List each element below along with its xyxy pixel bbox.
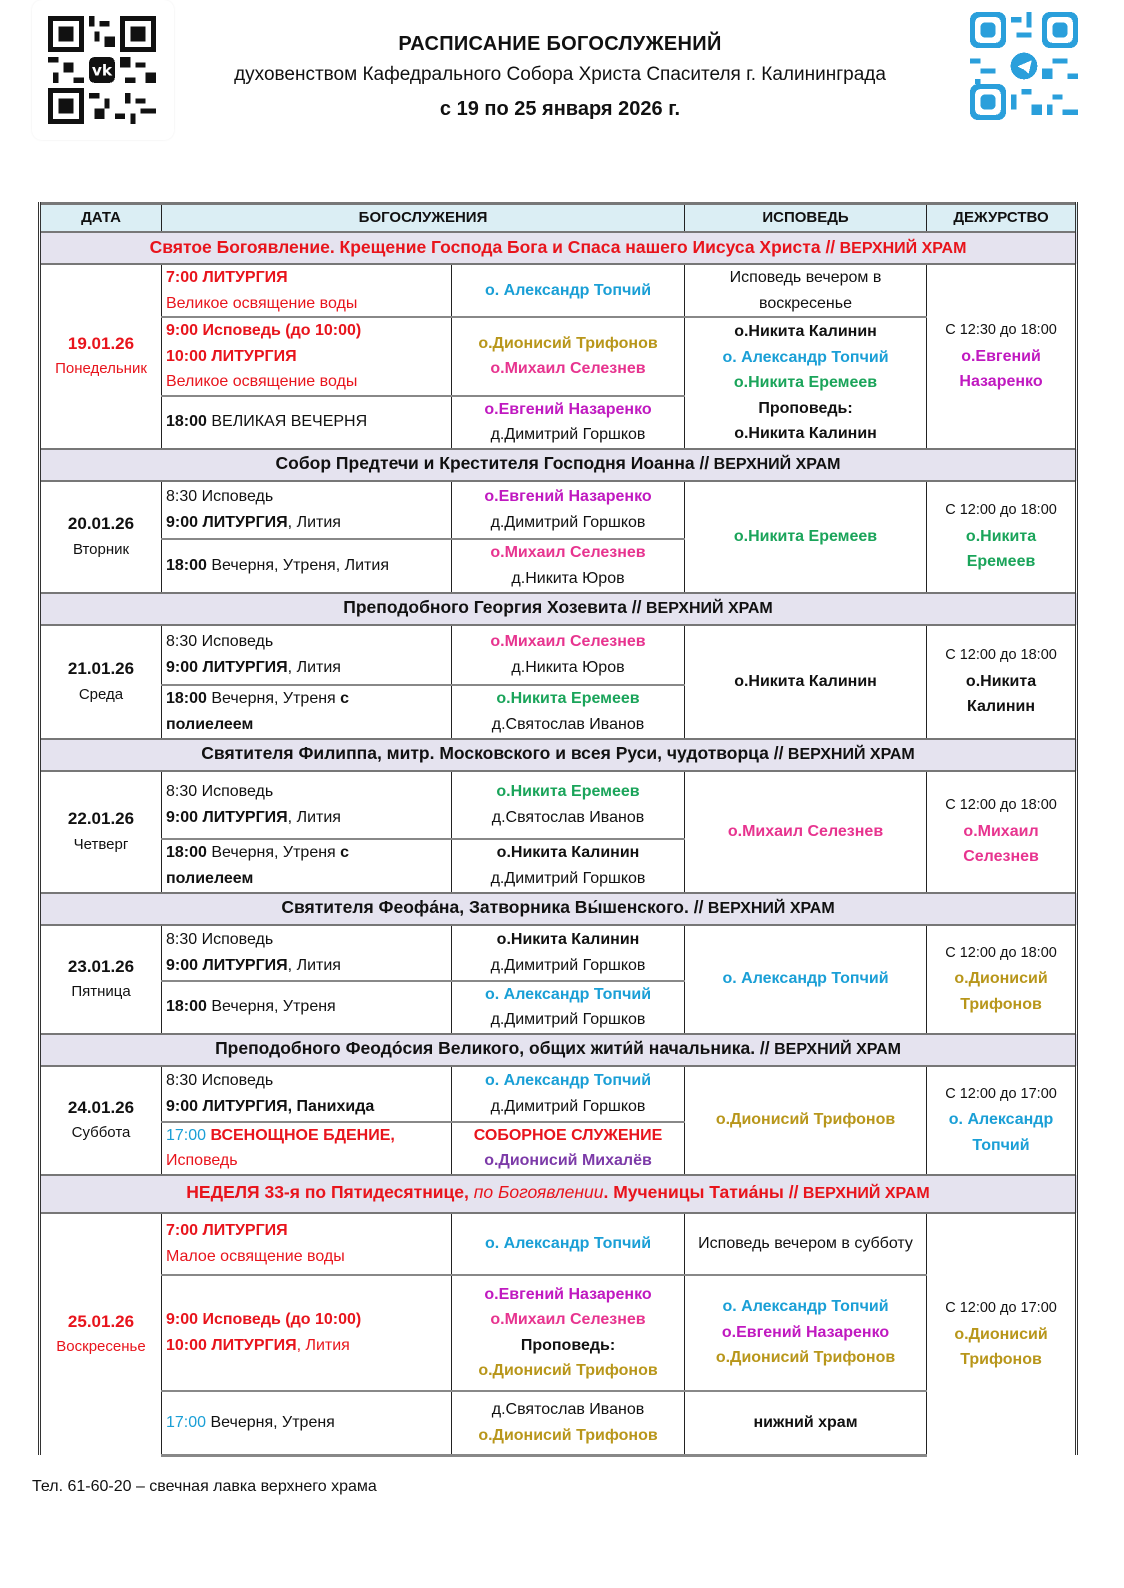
service-cell: [162, 539, 452, 593]
duty-cell: [927, 1213, 1077, 1456]
service-time: 10:00 ЛИТУРГИЯ: [166, 1336, 297, 1354]
clergy-cell: [452, 317, 685, 396]
service-row: [40, 481, 1077, 539]
col-header-date: ДАТА: [40, 204, 162, 233]
service-name: , Лития: [287, 808, 341, 826]
service-name: ВЕЛИКАЯ ВЕЧЕРНЯ: [206, 413, 368, 431]
service-row: [40, 1213, 1077, 1275]
date: 19.01.26: [67, 333, 135, 353]
concelebration-label: СОБОРНОЕ СЛУЖЕНИЕ: [473, 1126, 663, 1144]
duty-name: Назаренко: [959, 373, 1043, 390]
confessor-name: о. Александр Топчий: [722, 970, 889, 988]
feast-title: Преподобного Георгия Хозевита //: [343, 597, 642, 618]
service-row: [40, 264, 1077, 317]
confession-note-text: Исповедь вечером в субботу: [698, 1234, 913, 1252]
service-name: полиелеем: [166, 715, 254, 733]
service-time: 9:00 ЛИТУРГИЯ: [166, 658, 288, 676]
duty-time: С 12:00 до 18:00: [945, 502, 1057, 519]
service-name: полиелеем: [166, 869, 254, 887]
confession-cell: [685, 1275, 927, 1391]
service-cell: [162, 1213, 452, 1275]
duty-cell: [927, 264, 1077, 449]
weekday: Среда: [78, 685, 124, 703]
deacon-name: д.Димитрий Горшков: [490, 426, 646, 443]
service-note: Великое освящение воды: [166, 373, 358, 390]
weekday: Вторник: [72, 540, 130, 558]
deacon-name: д.Димитрий Горшков: [490, 1097, 646, 1115]
service-time: 9:00 Исповедь (до 10:00): [166, 322, 362, 339]
feast-row: [40, 232, 1077, 264]
service-name: , Лития: [296, 1336, 350, 1354]
weekday: Воскресенье: [56, 1338, 146, 1356]
confessor-name: о. Александр Топчий: [722, 348, 889, 366]
feast-temple: ВЕРХНИЙ ХРАМ: [798, 1185, 930, 1203]
service-cell: [162, 481, 452, 539]
service-name: Вечерня, Утреня, Лития: [206, 556, 389, 574]
service-name: ВСЕНОЩНОЕ БДЕНИЕ,: [206, 1126, 395, 1144]
weekday: Четверг: [73, 835, 129, 853]
clergy-cell: [452, 264, 685, 317]
clergy-cell: [452, 625, 685, 685]
date-cell: [40, 771, 162, 893]
feast-title: НЕДЕЛЯ 33-я по Пятидесятнице,: [186, 1182, 469, 1203]
feast-row: [40, 449, 1077, 481]
service-cell: [162, 1391, 452, 1456]
weekday: Пятница: [71, 983, 131, 1000]
service-line: 8:30 Исповедь: [166, 633, 274, 650]
service-time: 18:00: [166, 556, 207, 574]
service-cell: [162, 1122, 452, 1175]
clergy-name: о.Михаил Селезнев: [490, 1311, 646, 1328]
date: 25.01.26: [67, 1311, 135, 1331]
service-row: [40, 1391, 1077, 1456]
duty-name: о.Никита: [965, 527, 1037, 545]
duty-name: Еремеев: [966, 553, 1036, 571]
vk-qr-icon[interactable]: [48, 16, 156, 124]
col-header-services: БОГОСЛУЖЕНИЯ: [162, 204, 685, 233]
date: 24.01.26: [67, 1097, 135, 1117]
deacon-name: д.Святослав Иванов: [491, 715, 645, 733]
duty-name: о.Михаил: [963, 822, 1039, 840]
confession-cell: [685, 625, 927, 739]
service-time: 9:00 ЛИТУРГИЯ: [166, 956, 288, 974]
clergy-name: о.Михаил Селезнев: [490, 633, 646, 650]
service-cell: [162, 981, 452, 1034]
clergy-cell: [452, 925, 685, 981]
confessor-name: о.Никита Еремеев: [733, 527, 878, 545]
feast-row: [40, 893, 1077, 925]
duty-time: С 12:00 до 18:00: [945, 797, 1057, 814]
clergy-cell: [452, 481, 685, 539]
service-cell: [162, 925, 452, 981]
confessor-name: о.Никита Калинин: [734, 672, 877, 690]
deacon-name: д.Димитрий Горшков: [490, 1011, 646, 1028]
feast-title: по Богоявлении: [468, 1182, 604, 1203]
feast-title: . Мученицы Татиа́ны //: [603, 1182, 799, 1203]
service-time: 10:00 ЛИТУРГИЯ: [166, 347, 297, 365]
service-cell: [162, 317, 452, 396]
service-row: [40, 771, 1077, 839]
clergy-cell: [452, 1275, 685, 1391]
service-cell: [162, 1066, 452, 1122]
service-time: 18:00: [166, 413, 207, 431]
deacon-name: д.Святослав Иванов: [491, 808, 645, 826]
confession-cell: [685, 1391, 927, 1456]
service-time: 17:00: [166, 1413, 207, 1431]
feast-temple: ВЕРХНИЙ ХРАМ: [703, 900, 835, 918]
service-time: 18:00: [166, 998, 207, 1016]
service-row: [40, 625, 1077, 685]
confession-cell: [685, 1066, 927, 1175]
service-row: [40, 1275, 1077, 1391]
date-cell: [40, 264, 162, 449]
telegram-qr-icon[interactable]: [970, 12, 1078, 120]
col-header-confession: ИСПОВЕДЬ: [685, 204, 927, 233]
clergy-cell: [452, 771, 685, 839]
clergy-name: о.Дионисий Михалёв: [484, 1152, 652, 1169]
feast-temple: ВЕРХНИЙ ХРАМ: [641, 600, 773, 618]
duty-cell: [927, 771, 1077, 893]
date-range: с 19 по 25 января 2026 г.: [439, 98, 681, 120]
feast-row: [40, 1034, 1077, 1066]
duty-name: Селезнев: [963, 848, 1039, 866]
clergy-cell: [452, 1213, 685, 1275]
page-title: РАСПИСАНИЕ БОГОСЛУЖЕНИЙ: [398, 33, 722, 55]
deacon-name: д.Димитрий Горшков: [490, 956, 646, 974]
service-note: Великое освящение воды: [166, 294, 358, 312]
schedule-table: [38, 202, 1078, 1457]
duty-cell: [927, 625, 1077, 739]
weekday: Суббота: [71, 1124, 131, 1141]
service-name: с: [340, 690, 350, 707]
feast-row: [40, 1175, 1077, 1213]
confessor-name: о.Дионисий Трифонов: [715, 1349, 896, 1367]
service-cell: [162, 685, 452, 739]
service-line: 8:30 Исповедь: [166, 783, 274, 800]
duty-name: Калинин: [967, 698, 1036, 716]
clergy-cell: [452, 981, 685, 1034]
clergy-name: о. Александр Топчий: [484, 985, 652, 1003]
clergy-cell: [452, 1391, 685, 1456]
service-time: 7:00 ЛИТУРГИЯ: [166, 269, 288, 286]
service-time: 17:00: [166, 1126, 207, 1144]
feast-title: Собор Предтечи и Крестителя Господня Иоанна //: [275, 453, 710, 474]
date-cell: [40, 1213, 162, 1456]
service-row: [40, 925, 1077, 981]
deacon-name: д.Димитрий Горшков: [490, 869, 646, 887]
confessor-name: о.Михаил Селезнев: [727, 822, 884, 840]
table-header-row: [40, 204, 1077, 233]
date: 23.01.26: [67, 956, 135, 976]
confessor-name: о.Дионисий Трифонов: [715, 1111, 896, 1129]
service-time: 9:00 ЛИТУРГИЯ: [166, 808, 288, 826]
duty-name: о.Дионисий: [954, 970, 1048, 988]
service-cell: [162, 1275, 452, 1391]
confessor-name: о.Никита Калинин: [734, 323, 877, 340]
clergy-name: о. Александр Топчий: [484, 281, 652, 299]
confession-cell: [685, 481, 927, 593]
duty-name: о.Евгений: [961, 347, 1041, 365]
clergy-name: о.Никита Еремеев: [496, 690, 640, 707]
duty-time: С 12:30 до 18:00: [945, 322, 1057, 338]
service-cell: [162, 264, 452, 317]
preacher-name: о.Дионисий Трифонов: [478, 1362, 658, 1379]
sermon-label: Проповедь:: [758, 399, 853, 417]
service-note: Малое освящение воды: [166, 1247, 345, 1265]
sermon-label: Проповедь:: [520, 1336, 616, 1354]
clergy-name: о. Александр Топчий: [484, 1072, 652, 1089]
clergy-name: о.Евгений Назаренко: [484, 1285, 652, 1303]
confessor-name: о. Александр Топчий: [722, 1298, 889, 1316]
service-name: Вечерня, Утреня: [206, 1413, 335, 1431]
duty-name: Трифонов: [960, 995, 1042, 1013]
date-cell: [40, 925, 162, 1034]
confession-cell: [685, 317, 927, 449]
service-name: , Лития: [287, 956, 341, 974]
clergy-name: о. Александр Топчий: [484, 1234, 652, 1252]
service-name: Вечерня, Утреня: [206, 998, 336, 1016]
confession-note: [685, 1213, 927, 1275]
date: 22.01.26: [67, 809, 135, 828]
col-header-duty: ДЕЖУРСТВО: [927, 204, 1077, 233]
service-row: [40, 317, 1077, 396]
clergy-cell: [452, 396, 685, 449]
feast-title: Святителя Феофа́на, Затворника Вы́шенского. //: [281, 897, 704, 918]
service-line: 8:30 Исповедь: [166, 931, 274, 948]
date-cell: [40, 625, 162, 739]
date-cell: [40, 481, 162, 593]
service-name: Вечерня, Утреня: [206, 690, 341, 707]
feast-temple: ВЕРХНИЙ ХРАМ: [709, 456, 841, 474]
duty-cell: [927, 481, 1077, 593]
clergy-cell: [452, 539, 685, 593]
service-time: 9:00 ЛИТУРГИЯ: [166, 513, 288, 531]
service-time: 9:00 Исповедь (до 10:00): [166, 1311, 362, 1328]
svg-text:vk: vk: [91, 61, 113, 80]
duty-time: С 12:00 до 18:00: [945, 647, 1057, 664]
clergy-name: о.Никита Калинин: [496, 844, 640, 861]
clergy-cell: [452, 1066, 685, 1122]
service-name: , Лития: [287, 658, 341, 676]
service-cell: [162, 771, 452, 839]
deacon-name: д.Никита Юров: [511, 658, 625, 676]
service-cell: [162, 625, 452, 685]
location-label: нижний храм: [753, 1413, 858, 1431]
confession-cell: [685, 771, 927, 893]
clergy-name: о.Дионисий Трифонов: [478, 1426, 658, 1444]
preacher-name: о.Никита Калинин: [734, 425, 877, 442]
clergy-cell: [452, 685, 685, 739]
duty-name: о.Дионисий: [954, 1325, 1048, 1343]
feast-title: Преподобного Феодо́сия Великого, общих жити́й начальника. //: [215, 1038, 770, 1059]
service-line: 8:30 Исповедь: [166, 1072, 274, 1089]
date: 21.01.26: [67, 659, 135, 678]
clergy-name: о.Никита Еремеев: [496, 783, 640, 800]
service-time: 9:00 ЛИТУРГИЯ, Панихида: [166, 1097, 375, 1115]
feast-row: [40, 739, 1077, 771]
confession-note-text: Исповедь вечером в воскресенье: [729, 269, 882, 312]
service-name: , Лития: [287, 513, 341, 531]
footer-phone: Тел. 61-60-20 – свечная лавка верхнего храма: [32, 1478, 377, 1495]
feast-temple: ВЕРХНИЙ ХРАМ: [769, 1041, 901, 1059]
clergy-name: о.Никита Калинин: [496, 931, 640, 948]
clergy-cell: [452, 839, 685, 893]
duty-cell: [927, 925, 1077, 1034]
feast-temple: ВЕРХНИЙ ХРАМ: [835, 239, 967, 257]
service-cell: [162, 396, 452, 449]
feast-title: Святое Богоявление. Крещение Господа Бога и Спаса нашего Иисуса Христа //: [149, 236, 836, 257]
confessor-name: о.Евгений Назаренко: [721, 1323, 890, 1341]
page-subtitle: духовенством Кафедрального Собора Христа Спасителя г. Калининграда: [234, 64, 886, 85]
deacon-name: д.Димитрий Горшков: [490, 513, 646, 531]
duty-time: С 12:00 до 18:00: [945, 944, 1057, 961]
clergy-name: о.Евгений Назаренко: [484, 400, 652, 418]
feast-row: [40, 593, 1077, 625]
duty-name: о.Никита: [965, 672, 1037, 690]
service-time: 18:00: [166, 844, 207, 861]
service-note: Исповедь: [166, 1152, 238, 1169]
deacon-name: д.Никита Юров: [511, 569, 625, 587]
clergy-name: о.Дионисий Трифонов: [478, 334, 658, 352]
feast-title: Святителя Филиппа, митр. Московского и всея Руси, чудотворца //: [201, 743, 784, 764]
deacon-name: д.Святослав Иванов: [491, 1401, 645, 1418]
service-cell: [162, 839, 452, 893]
confessor-name: о.Никита Еремеев: [733, 374, 878, 391]
duty-time: С 12:00 до 17:00: [945, 1085, 1057, 1102]
clergy-name: о.Михаил Селезнев: [490, 544, 646, 561]
duty-name: о. Александр: [948, 1111, 1054, 1129]
clergy-name: о.Евгений Назаренко: [484, 488, 652, 505]
duty-time: С 12:00 до 17:00: [945, 1300, 1057, 1316]
duty-cell: [927, 1066, 1077, 1175]
duty-name: Топчий: [972, 1136, 1030, 1154]
clergy-cell: [452, 1122, 685, 1175]
service-name: Вечерня, Утреня: [206, 844, 341, 861]
duty-name: Трифонов: [960, 1351, 1042, 1368]
service-name: с: [340, 844, 350, 861]
service-time: 7:00 ЛИТУРГИЯ: [166, 1222, 288, 1239]
date: 20.01.26: [67, 514, 135, 533]
confession-note: [685, 264, 927, 317]
date-cell: [40, 1066, 162, 1175]
clergy-name: о.Михаил Селезнев: [490, 360, 646, 378]
weekday: Понедельник: [55, 360, 147, 378]
confession-cell: [685, 925, 927, 1034]
service-time: 18:00: [166, 690, 207, 707]
service-row: [40, 1066, 1077, 1122]
feast-temple: ВЕРХНИЙ ХРАМ: [783, 746, 915, 764]
service-line: 8:30 Исповедь: [166, 488, 274, 505]
